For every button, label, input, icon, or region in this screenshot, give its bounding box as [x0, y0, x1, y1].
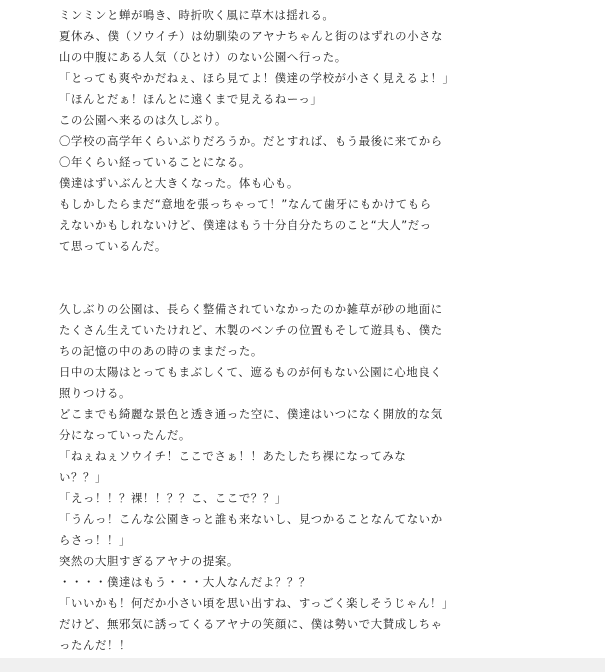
text-line: て思っているんだ。 [59, 239, 167, 253]
paragraph-break [59, 257, 599, 278]
text-line: この公園へ来るのは久しぶり。 [59, 113, 227, 127]
text-line: ったんだ！！ [59, 638, 131, 652]
text-line: どこまでも綺麗な景色と透き通った空に、僕達はいつになく開放的な気 [59, 407, 443, 421]
text-line: ちの記憶の中のあの時のままだった。 [59, 344, 263, 358]
text-line: 「えっ！！？裸！！？？こ、ここで？？」 [59, 491, 287, 505]
text-line: 「とっても爽やかだねぇ、ほら見てよ！僕達の学校が小さく見えるよ！」 [59, 71, 455, 85]
paragraph-1 [59, 5, 599, 257]
text-line: もしかしたらまだ“意地を張っちゃって！”なんて歯牙にもかけてもら [59, 197, 432, 211]
text-line: ミンミンと蝉が鳴き、時折吹く風に草木は揺れる。 [59, 8, 335, 22]
text-line: ・・・・僕達はもう・・・大人なんだよ？？？ [59, 575, 311, 589]
text-line: 日中の太陽はとってもまぶしくて、遮るものが何もない公園に心地良く [59, 365, 443, 379]
text-line: だけど、無邪気に誘ってくるアヤナの笑顔に、僕は勢いで大賛成しちゃ [59, 617, 443, 631]
paragraph-break [59, 278, 599, 299]
text-line: 「うんっ！こんな公園きっと誰も来ないし、見つかることなんてないか [59, 512, 443, 526]
text-line: えないかもしれないけど、僕達はもう十分自分たちのこと“大人”だっ [59, 218, 432, 232]
text-line: らさっ！！」 [59, 533, 131, 547]
text-line: 「ねぇねぇソウイチ！ここでさぁ！！あたしたち裸になってみな [59, 449, 407, 463]
text-line: 「いいかも！何だか小さい頃を思い出すね、すっごく楽しそうじゃん！」 [59, 596, 455, 610]
text-line: い？？」 [59, 470, 107, 484]
text-line: 〇学校の高学年くらいぶりだろうか。だとすれば、もう最後に来てから [59, 134, 443, 148]
text-line: 照りつける。 [59, 386, 131, 400]
text-line: 「ほんとだぁ！ほんとに遠くまで見えるねーっ」 [59, 92, 323, 106]
story-text [59, 5, 599, 656]
text-line: 僕達はずいぶんと大きくなった。体も心も。 [59, 176, 299, 190]
paragraph-2 [59, 299, 599, 656]
text-line: 夏休み、僕（ソウイチ）は幼馴染のアヤナちゃんと街のはずれの小さな [59, 29, 444, 43]
text-line: たくさん生えていたけれど、木製のベンチの位置もそして遊具も、僕た [59, 323, 443, 337]
text-line: 〇年くらい経っていることになる。 [59, 155, 251, 169]
text-line: 突然の大胆すぎるアヤナの提案。 [59, 554, 239, 568]
text-line: 久しぶりの公園は、長らく整備されていなかったのか雑草が砂の地面に [59, 302, 443, 316]
text-line: 分になっていったんだ。 [59, 428, 191, 442]
text-line: 山の中腹にある人気（ひとけ）のない公園へ行った。 [59, 50, 347, 64]
